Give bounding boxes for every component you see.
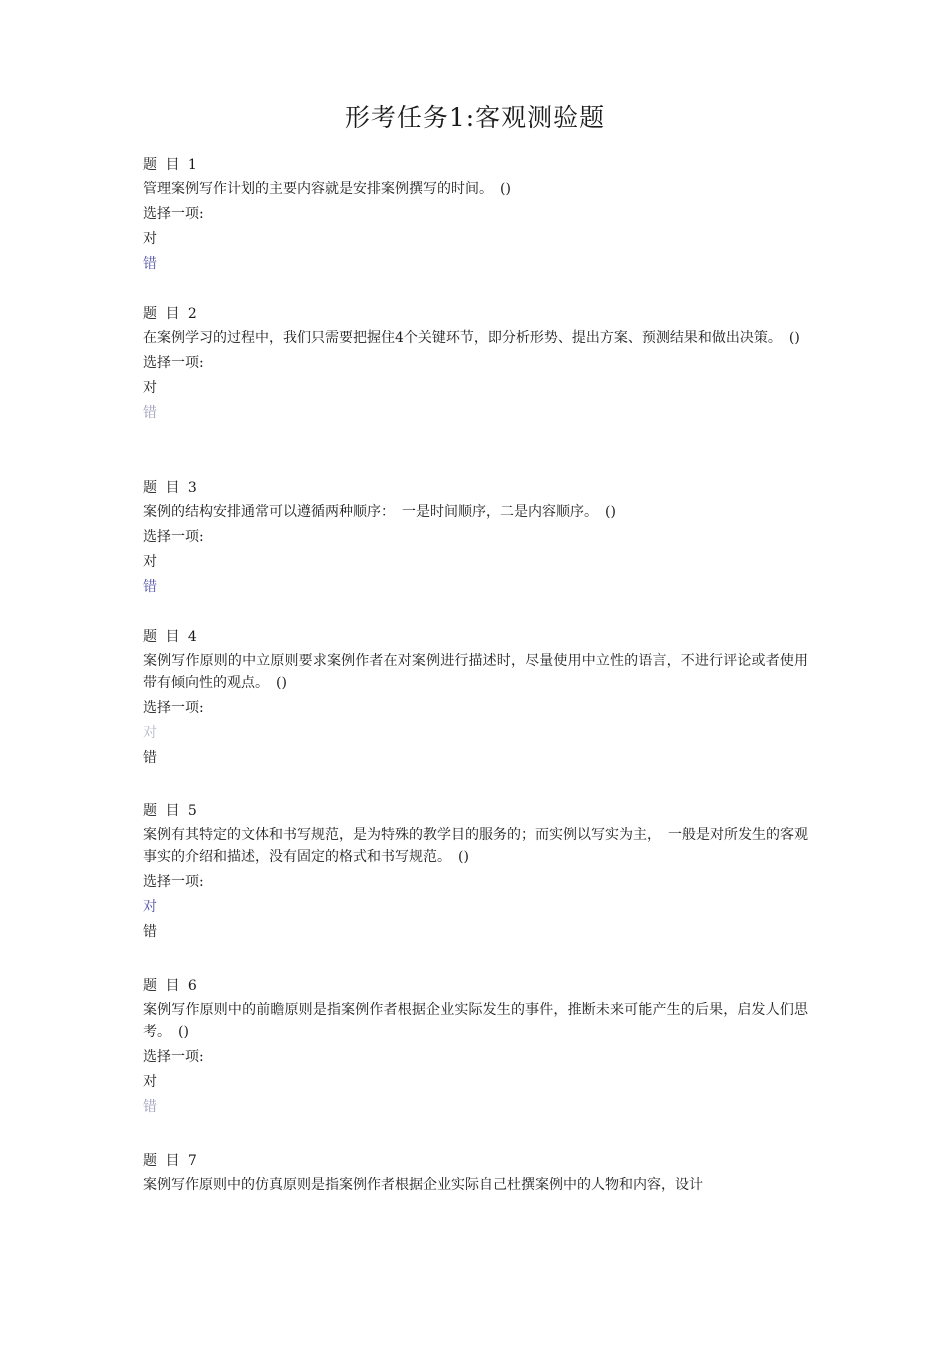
question-7: [143, 1150, 808, 1196]
option-false[interactable]: 错: [143, 579, 157, 595]
question-text: 在案例学习的过程中，我们只需要把握住4个关键环节，即分析形势、提出方案、预测结果和做出决策。 (): [143, 330, 800, 346]
choose-one-prompt: 选择一项:: [143, 874, 204, 890]
option-true[interactable]: 对: [143, 231, 157, 247]
question-text: 案例写作原则中的前瞻原则是指案例作者根据企业实际发生的事件，推断未来可能产生的后果，启发人们思考。 (): [143, 1002, 808, 1040]
question-number: 题 目 4: [143, 629, 199, 645]
question-number: 题 目 1: [143, 157, 199, 173]
question-text: 案例有其特定的文体和书写规范，是为特殊的教学目的服务的；而实例以写实为主， 一般是对所发生的客观事实的介绍和描述，没有固定的格式和书写规范。 (): [143, 827, 808, 865]
option-false[interactable]: 错: [143, 1099, 157, 1115]
option-true[interactable]: 对: [143, 380, 157, 396]
option-false[interactable]: 错: [143, 405, 157, 421]
option-false[interactable]: 错: [143, 750, 157, 766]
option-true[interactable]: 对: [143, 554, 157, 570]
question-3: [143, 477, 808, 598]
question-4: [143, 626, 808, 769]
question-text: 案例写作原则的中立原则要求案例作者在对案例进行描述时，尽量使用中立性的语言，不进行评论或者使用带有倾向性的观点。 (): [143, 653, 808, 691]
choose-one-prompt: 选择一项:: [143, 700, 204, 716]
question-number: 题 目 7: [143, 1153, 199, 1169]
question-6: [143, 975, 808, 1118]
option-true[interactable]: 对: [143, 899, 157, 915]
question-text: 案例的结构安排通常可以遵循两种顺序： 一是时间顺序，二是内容顺序。 (): [143, 504, 616, 520]
choose-one-prompt: 选择一项:: [143, 1049, 204, 1065]
question-1: [143, 154, 808, 275]
question-5: [143, 800, 808, 943]
question-number: 题 目 5: [143, 803, 199, 819]
question-2: [143, 303, 808, 424]
question-text: 案例写作原则中的仿真原则是指案例作者根据企业实际自己杜撰案例中的人物和内容，设计: [143, 1177, 703, 1193]
option-true[interactable]: 对: [143, 725, 157, 741]
page-title: 形考任务1:客观测验题: [344, 103, 606, 132]
option-false[interactable]: 错: [143, 256, 157, 272]
choose-one-prompt: 选择一项:: [143, 355, 204, 371]
option-false[interactable]: 错: [143, 924, 157, 940]
question-number: 题 目 3: [143, 480, 199, 496]
question-number: 题 目 6: [143, 978, 199, 994]
option-true[interactable]: 对: [143, 1074, 157, 1090]
choose-one-prompt: 选择一项:: [143, 529, 204, 545]
question-number: 题 目 2: [143, 306, 199, 322]
choose-one-prompt: 选择一项:: [143, 206, 204, 222]
question-text: 管理案例写作计划的主要内容就是安排案例撰写的时间。 (): [143, 181, 511, 197]
